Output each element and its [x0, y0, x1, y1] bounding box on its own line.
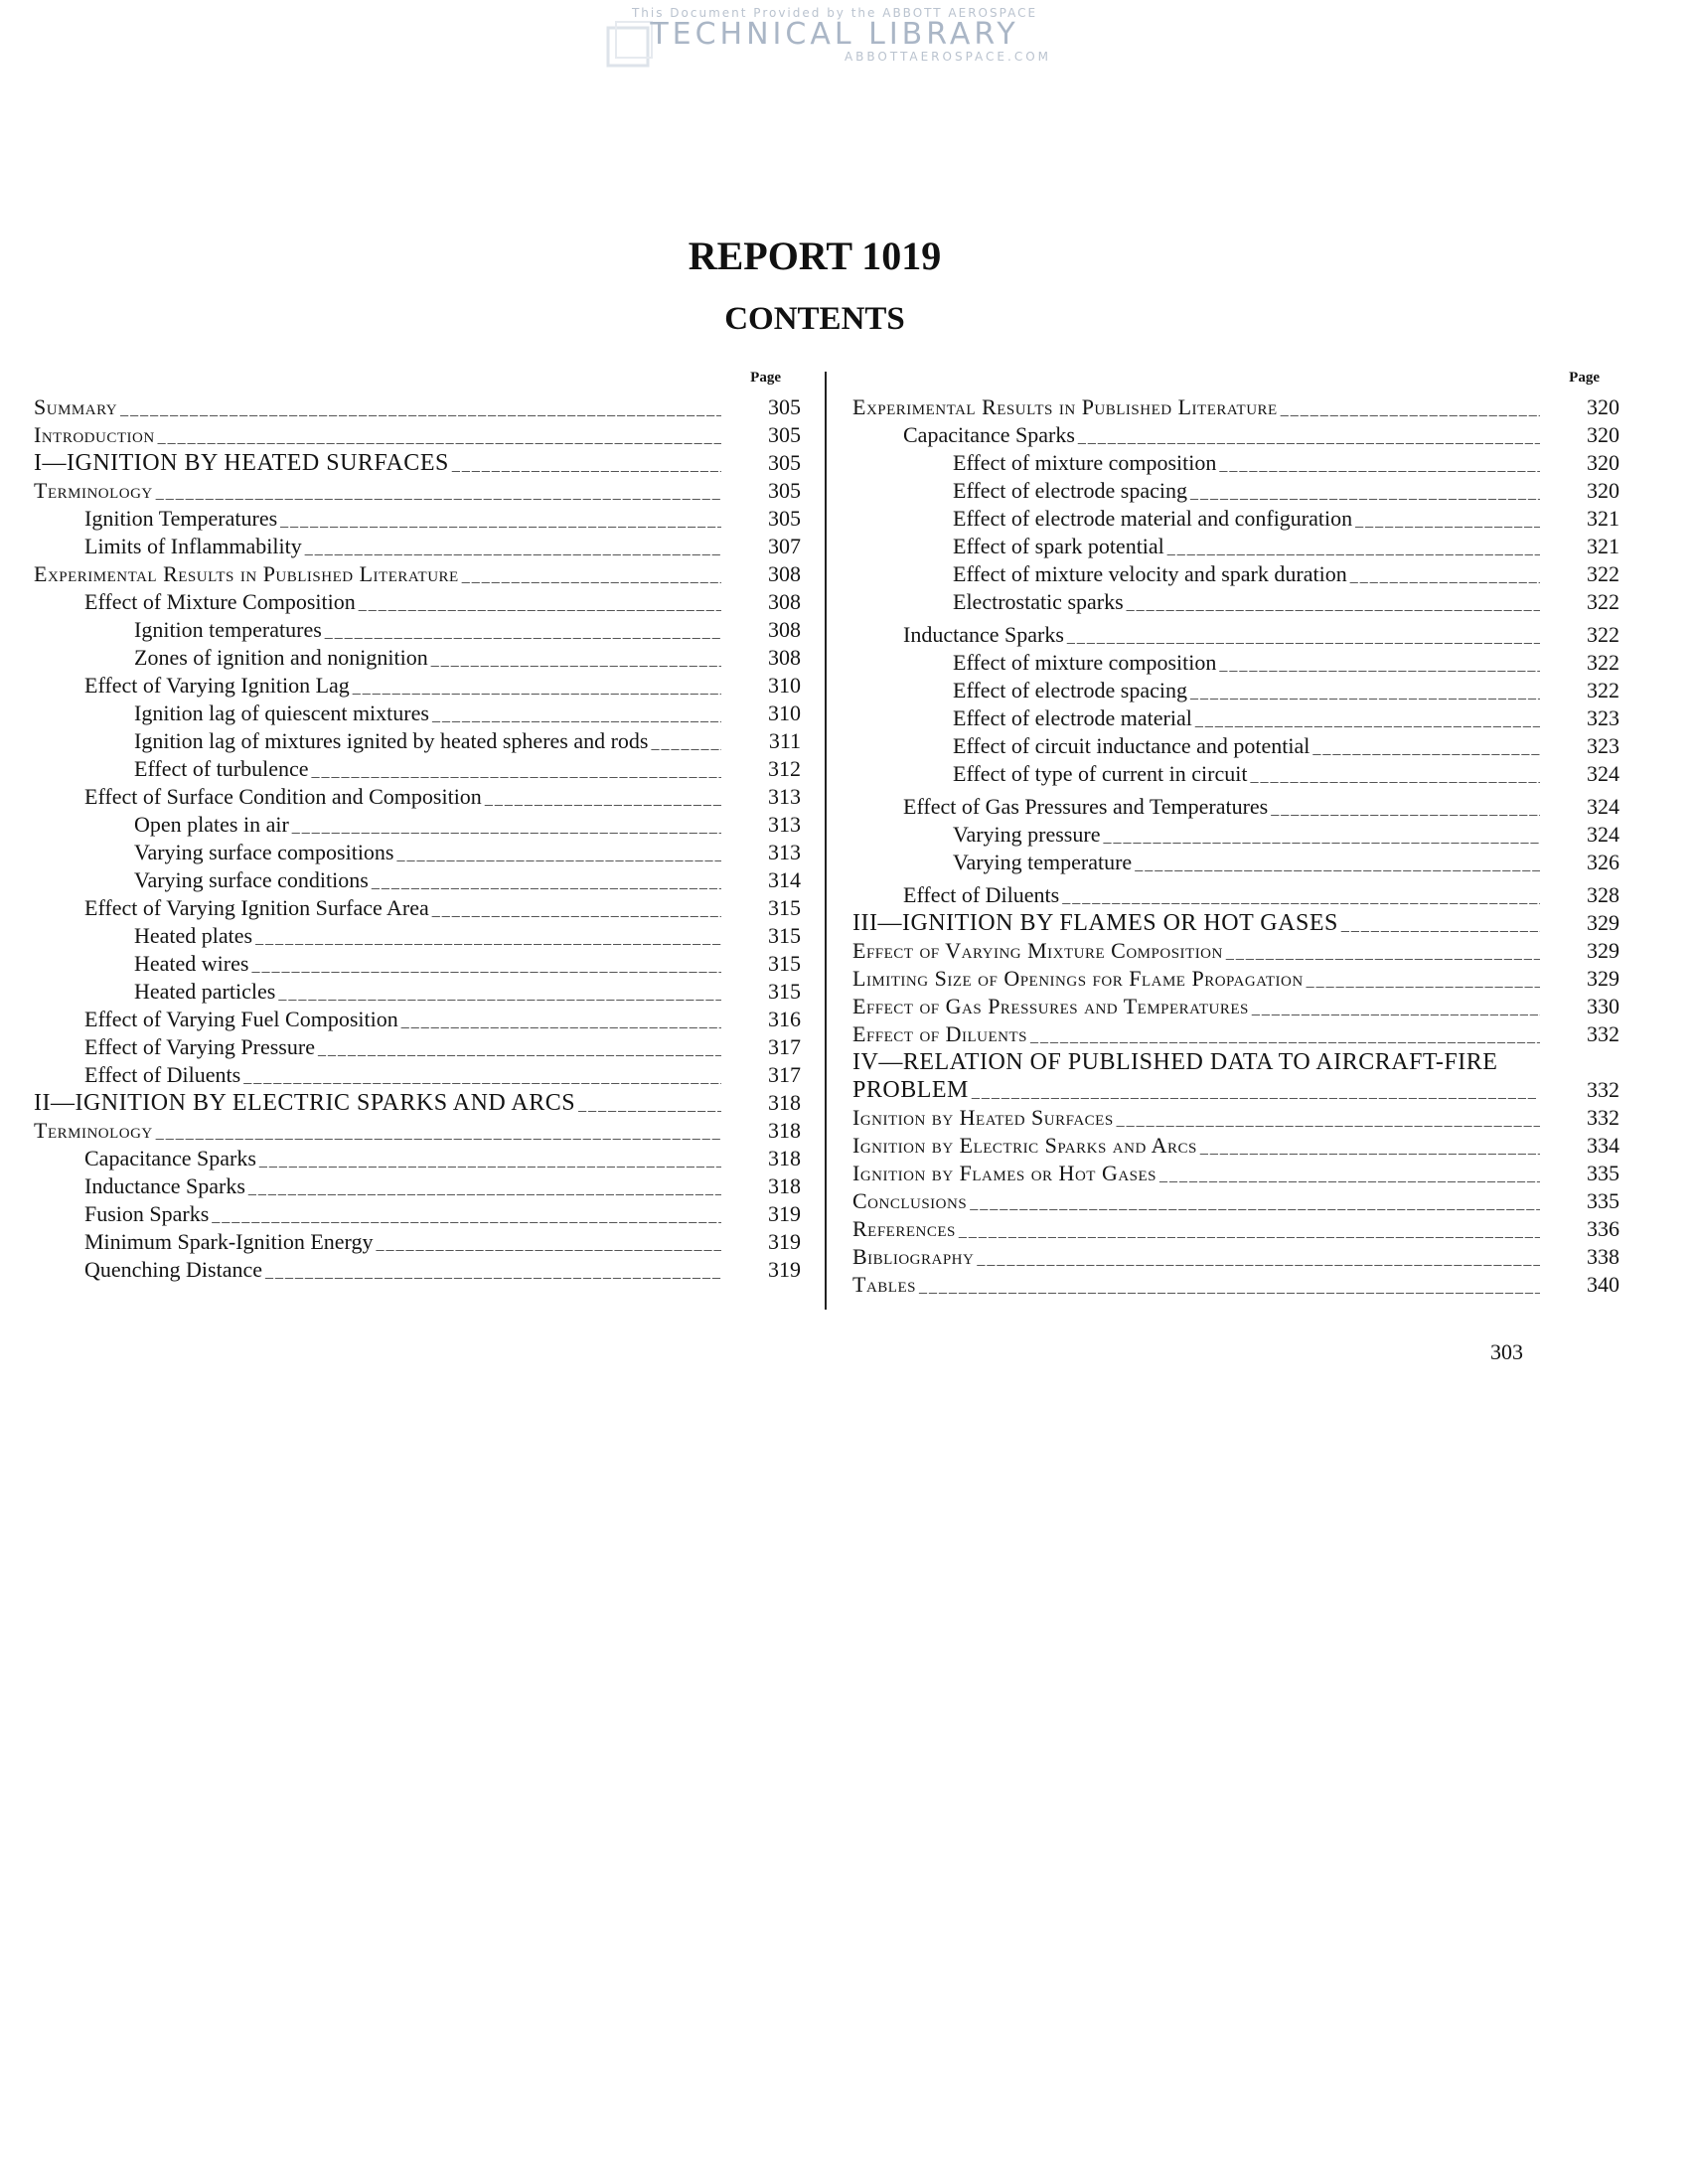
toc-entry-page: 338 — [1587, 1244, 1619, 1269]
toc-entry — [852, 588, 1619, 616]
toc-entry-page: 318 — [768, 1173, 801, 1198]
page-header-label: Page — [1569, 370, 1600, 386]
watermark-library-name: TECHNICAL LIBRARY — [650, 17, 1019, 52]
toc-entry-page: 322 — [1587, 678, 1619, 702]
toc-entry — [852, 1215, 1619, 1243]
toc-entry-label: Tables _ _ _ — [852, 1271, 1540, 1302]
toc-entry-page: 319 — [768, 1201, 801, 1226]
toc-entry — [852, 477, 1619, 505]
toc-entry — [34, 922, 801, 950]
toc-entry — [34, 560, 801, 588]
toc-entry-page: 311 — [768, 728, 801, 753]
toc-entry-label: Effect of spark potential _ _ _ — [953, 533, 1540, 563]
toc-entry-label: Zones of ignition and nonignition _ _ _ — [134, 644, 721, 675]
contents-right-column — [852, 368, 1619, 1299]
toc-entry-page: 322 — [1587, 589, 1619, 614]
toc-entry-label: Varying surface conditions _ _ _ — [134, 866, 721, 897]
toc-entry-label: Effect of Varying Mixture Composition _ _ _ — [852, 937, 1540, 968]
toc-entry-page: 317 — [768, 1034, 801, 1059]
toc-entry-label: Summary _ _ _ — [34, 393, 721, 424]
toc-entry-page: 322 — [1587, 561, 1619, 586]
toc-entry-page: 321 — [1587, 534, 1619, 558]
toc-entry-page: 324 — [1587, 822, 1619, 847]
toc-entry-label: Effect of Diluents _ _ _ — [852, 1020, 1540, 1051]
toc-entry-label: II—IGNITION BY ELECTRIC SPARKS AND ARCS _ _ _ — [34, 1089, 721, 1120]
toc-entry-label: Electrostatic sparks _ _ _ — [953, 588, 1540, 619]
toc-entry-label: Quenching Distance _ _ _ — [84, 1256, 721, 1287]
toc-entry-page: 310 — [768, 701, 801, 725]
toc-entry — [34, 672, 801, 700]
toc-entry-label: Heated particles _ _ _ — [134, 978, 721, 1009]
toc-entry-label: Open plates in air _ _ _ — [134, 811, 721, 842]
toc-entry-label: Effect of Varying Pressure _ _ _ — [84, 1033, 721, 1064]
toc-entry-page: 324 — [1587, 794, 1619, 819]
toc-entry-label: Effect of Varying Ignition Lag _ _ _ — [84, 672, 721, 702]
toc-entry-label: Varying temperature _ _ _ — [953, 849, 1540, 879]
toc-entry — [852, 704, 1619, 732]
toc-entry-page: 340 — [1587, 1272, 1619, 1297]
toc-entry-page: 315 — [768, 979, 801, 1004]
toc-entry — [852, 909, 1619, 937]
toc-entry-label: Effect of turbulence _ _ _ — [134, 755, 721, 786]
toc-entry-label: Effect of electrode material _ _ _ — [953, 704, 1540, 735]
toc-entry-label: Ignition temperatures _ _ _ — [134, 616, 721, 647]
toc-entry-label: Effect of Varying Fuel Composition _ _ _ — [84, 1006, 721, 1036]
toc-entry — [34, 783, 801, 811]
toc-entry-page: 316 — [768, 1007, 801, 1031]
toc-entry-label: Effect of electrode material and configuration _ _ _ — [953, 505, 1540, 536]
toc-entry — [34, 1172, 801, 1200]
toc-entry-page: 318 — [768, 1146, 801, 1170]
toc-entry-page: 321 — [1587, 506, 1619, 531]
toc-entry-label: III—IGNITION BY FLAMES OR HOT GASES _ _ _ — [852, 909, 1540, 940]
toc-entry — [34, 755, 801, 783]
toc-entry-label: Effect of Gas Pressures and Temperatures _ _ _ — [852, 993, 1540, 1023]
toc-entry-label: Effect of Surface Condition and Composition _ _ _ — [84, 783, 721, 814]
toc-entry-page: 305 — [768, 422, 801, 447]
column-divider — [825, 372, 827, 1310]
toc-entry-page: 310 — [768, 673, 801, 698]
toc-entry — [852, 1048, 1619, 1104]
toc-entry-label: Heated plates _ _ _ — [134, 922, 721, 953]
toc-entry-label: Effect of Diluents _ _ _ — [903, 881, 1540, 912]
contents-left-column — [34, 368, 801, 1284]
toc-entry — [852, 1243, 1619, 1271]
toc-entry — [34, 588, 801, 616]
toc-entry-page: 323 — [1587, 733, 1619, 758]
toc-entry-page: 328 — [1587, 882, 1619, 907]
toc-entry — [34, 1033, 801, 1061]
toc-entry-label: IV—RELATION OF PUBLISHED DATA TO AIRCRAFT-FIRE PROBLEM _ _ _ — [852, 1048, 1540, 1104]
toc-entry — [852, 760, 1619, 788]
page-header-label: Page — [750, 370, 781, 386]
toc-entry — [852, 821, 1619, 849]
toc-entry-label: Introduction _ _ _ — [34, 421, 721, 452]
toc-entry — [852, 993, 1619, 1020]
toc-entry-page: 332 — [1587, 1077, 1619, 1102]
toc-entry-label: Ignition Temperatures _ _ _ — [84, 505, 721, 536]
toc-entry-label: Limiting Size of Openings for Flame Propagation _ _ _ — [852, 965, 1540, 996]
toc-entry — [852, 793, 1619, 821]
toc-entry — [34, 866, 801, 894]
toc-entry-page: 336 — [1587, 1216, 1619, 1241]
toc-entry-page: 322 — [1587, 650, 1619, 675]
toc-entry-page: 322 — [1587, 622, 1619, 647]
toc-entry-label: Effect of Gas Pressures and Temperatures _ _ _ — [903, 793, 1540, 824]
toc-entry — [852, 421, 1619, 449]
toc-entry — [34, 1200, 801, 1228]
toc-entry-page: 315 — [768, 951, 801, 976]
toc-entry — [34, 978, 801, 1006]
toc-entry-label: Minimum Spark-Ignition Energy _ _ _ — [84, 1228, 721, 1259]
toc-entry-page: 315 — [768, 923, 801, 948]
toc-entry-label: Effect of Diluents _ _ _ — [84, 1061, 721, 1092]
toc-entry-page: 308 — [768, 589, 801, 614]
toc-entry — [852, 1104, 1619, 1132]
toc-entry-label: Effect of Mixture Composition _ _ _ — [84, 588, 721, 619]
watermark-website: ABBOTTAEROSPACE.COM — [844, 50, 1051, 64]
toc-entry-label: Terminology _ _ _ — [34, 477, 721, 508]
toc-entry — [852, 1020, 1619, 1048]
toc-entry-page: 330 — [1587, 994, 1619, 1018]
toc-entry-label: Effect of electrode spacing _ _ _ — [953, 477, 1540, 508]
toc-entry — [34, 393, 801, 421]
toc-entry-page: 329 — [1587, 966, 1619, 991]
toc-entry — [34, 1256, 801, 1284]
toc-entry — [34, 1006, 801, 1033]
toc-entry-label: Effect of electrode spacing _ _ _ — [953, 677, 1540, 707]
toc-entry — [34, 839, 801, 866]
toc-entry-page: 324 — [1587, 761, 1619, 786]
toc-entry-page: 314 — [768, 867, 801, 892]
toc-entry-page: 313 — [768, 840, 801, 864]
toc-entry — [852, 881, 1619, 909]
toc-entry-page: 320 — [1587, 478, 1619, 503]
toc-entry — [34, 421, 801, 449]
toc-entry-label: Experimental Results in Published Literature _ _ _ — [852, 393, 1540, 424]
toc-entry-page: 335 — [1587, 1161, 1619, 1185]
toc-entry-page: 323 — [1587, 705, 1619, 730]
toc-entry-label: Effect of mixture composition _ _ _ — [953, 449, 1540, 480]
toc-entry-page: 313 — [768, 784, 801, 809]
toc-entry-label: Effect of mixture composition _ _ _ — [953, 649, 1540, 680]
toc-entry — [34, 644, 801, 672]
toc-entry-label: Inductance Sparks _ _ _ — [84, 1172, 721, 1203]
toc-entry — [852, 533, 1619, 560]
toc-entry — [34, 616, 801, 644]
page-column-header — [34, 368, 801, 393]
toc-entry — [852, 1160, 1619, 1187]
toc-entry-page: 329 — [1587, 938, 1619, 963]
toc-entry-label: Limits of Inflammability _ _ _ — [84, 533, 721, 563]
toc-entry — [34, 505, 801, 533]
toc-entry — [852, 449, 1619, 477]
toc-entry-page: 305 — [768, 450, 801, 475]
toc-entry-label: Capacitance Sparks _ _ _ — [903, 421, 1540, 452]
contents-title: CONTENTS — [724, 301, 905, 337]
toc-entry-label: Effect of Varying Ignition Surface Area _ _ _ — [84, 894, 721, 925]
toc-entry-page: 312 — [768, 756, 801, 781]
toc-entry-label: Varying pressure _ _ _ — [953, 821, 1540, 852]
toc-entry-label: Bibliography _ _ _ — [852, 1243, 1540, 1274]
toc-entry — [852, 1187, 1619, 1215]
toc-entry-page: 313 — [768, 812, 801, 837]
toc-entry-page: 317 — [768, 1062, 801, 1087]
toc-entry-page: 334 — [1587, 1133, 1619, 1158]
toc-entry-page: 329 — [1587, 910, 1619, 935]
toc-entry-page: 305 — [768, 478, 801, 503]
toc-entry-page: 320 — [1587, 422, 1619, 447]
toc-entry — [852, 677, 1619, 704]
toc-entry-label: Inductance Sparks _ _ _ — [903, 621, 1540, 652]
toc-entry-page: 332 — [1587, 1021, 1619, 1046]
watermark — [596, 6, 1073, 72]
toc-entry — [34, 477, 801, 505]
toc-entry — [852, 1132, 1619, 1160]
toc-entry-page: 308 — [768, 617, 801, 642]
library-logo-icon — [604, 20, 656, 72]
toc-entry-page: 319 — [768, 1229, 801, 1254]
toc-entry — [34, 811, 801, 839]
toc-entry-page: 318 — [768, 1118, 801, 1143]
toc-entry — [852, 505, 1619, 533]
toc-entry-label: Ignition lag of mixtures ignited by heated spheres and rods _ _ _ — [134, 727, 721, 758]
toc-entry — [34, 449, 801, 477]
toc-entry-page: 320 — [1587, 450, 1619, 475]
page-column-header — [852, 368, 1619, 393]
toc-entry-page: 305 — [768, 394, 801, 419]
toc-entry — [34, 700, 801, 727]
toc-entry — [34, 1089, 801, 1117]
toc-entry — [852, 560, 1619, 588]
toc-entry-page: 305 — [768, 506, 801, 531]
toc-entry — [34, 1117, 801, 1145]
toc-entry — [852, 965, 1619, 993]
report-title: REPORT 1019 — [688, 234, 942, 278]
toc-entry-label: Experimental Results in Published Literature _ _ _ — [34, 560, 721, 591]
toc-entry — [852, 621, 1619, 649]
toc-entry-label: Ignition by Flames or Hot Gases _ _ _ — [852, 1160, 1540, 1190]
toc-entry-page: 308 — [768, 645, 801, 670]
toc-entry-page: 332 — [1587, 1105, 1619, 1130]
toc-entry-page: 335 — [1587, 1188, 1619, 1213]
toc-entry-label: References _ _ _ — [852, 1215, 1540, 1246]
footer-page-number: 303 — [1490, 1339, 1523, 1364]
toc-entry-label: Capacitance Sparks _ _ _ — [84, 1145, 721, 1175]
toc-entry-label: Terminology _ _ _ — [34, 1117, 721, 1148]
toc-entry-page: 319 — [768, 1257, 801, 1282]
toc-entry — [34, 950, 801, 978]
toc-entry — [34, 727, 801, 755]
toc-entry-page: 315 — [768, 895, 801, 920]
toc-entry — [852, 649, 1619, 677]
toc-entry-page: 320 — [1587, 394, 1619, 419]
toc-entry-label: Fusion Sparks _ _ _ — [84, 1200, 721, 1231]
toc-entry-label: Conclusions _ _ _ — [852, 1187, 1540, 1218]
toc-entry — [34, 1228, 801, 1256]
toc-entry-page: 326 — [1587, 850, 1619, 874]
toc-entry-label: Varying surface compositions _ _ _ — [134, 839, 721, 869]
toc-entry — [34, 1061, 801, 1089]
watermark-provider-line: This Document Provided by the ABBOTT AEROSPACE — [631, 6, 1038, 20]
toc-entry — [852, 393, 1619, 421]
toc-entry-label: Effect of mixture velocity and spark duration _ _ _ — [953, 560, 1540, 591]
toc-entry-label: Ignition by Electric Sparks and Arcs _ _ _ — [852, 1132, 1540, 1163]
toc-entry — [852, 937, 1619, 965]
toc-entry-page: 307 — [768, 534, 801, 558]
toc-entry-page: 318 — [768, 1090, 801, 1115]
toc-entry — [34, 533, 801, 560]
toc-entry — [34, 894, 801, 922]
toc-entry — [34, 1145, 801, 1172]
toc-entry-label: Heated wires _ _ _ — [134, 950, 721, 981]
toc-entry-label: I—IGNITION BY HEATED SURFACES _ _ _ — [34, 449, 721, 480]
toc-entry — [852, 732, 1619, 760]
toc-entry — [852, 1271, 1619, 1299]
toc-entry-label: Effect of type of current in circuit _ _ _ — [953, 760, 1540, 791]
toc-entry-label: Ignition by Heated Surfaces _ _ _ — [852, 1104, 1540, 1135]
toc-entry-label: Ignition lag of quiescent mixtures _ _ _ — [134, 700, 721, 730]
toc-entry-page: 308 — [768, 561, 801, 586]
toc-entry — [852, 849, 1619, 876]
toc-entry-label: Effect of circuit inductance and potential _ _ _ — [953, 732, 1540, 763]
